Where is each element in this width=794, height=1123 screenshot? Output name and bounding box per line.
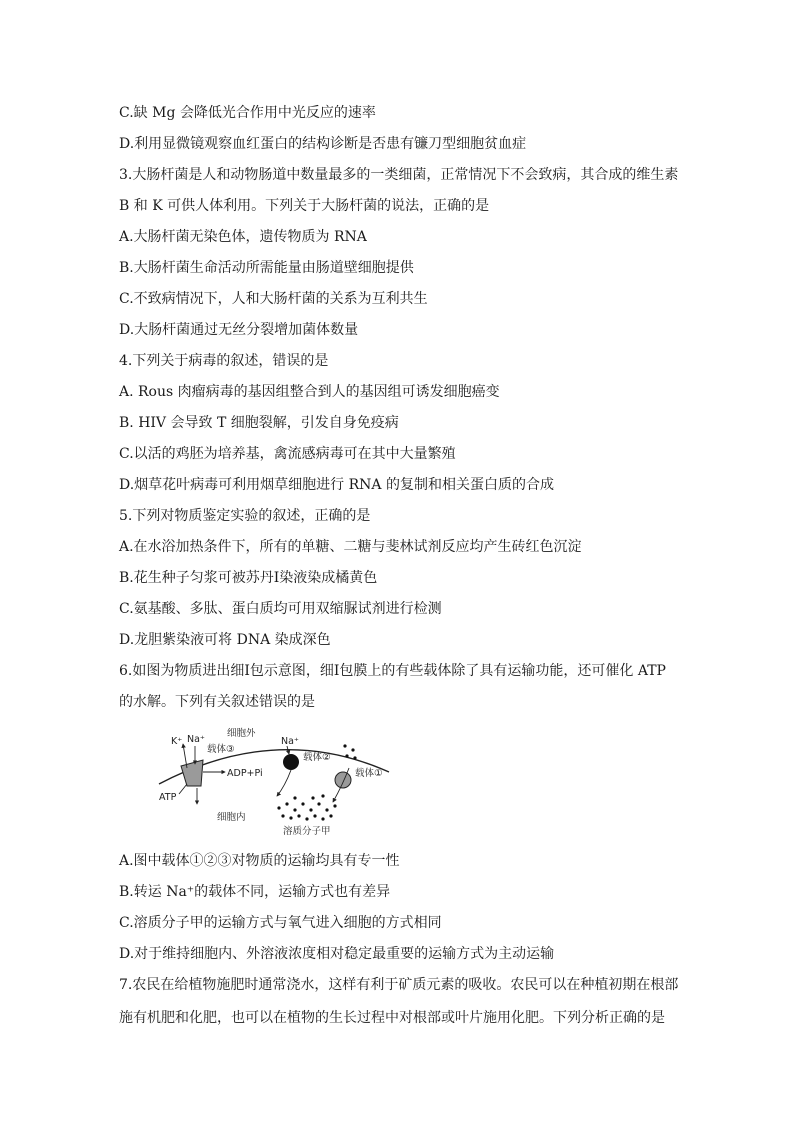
option-4d: D.烟草花叶病毒可利用烟草细胞进行 RNA 的复制和相关蛋白质的合成 [119,477,554,493]
carrier-1-shape [335,772,351,788]
question-7-stem-2: 施有机肥和化肥，也可以在植物的生长过程中对根部或叶片施用化肥。下列分析正确的是 [119,1010,665,1026]
question-5-stem: 5.下列对物质鉴定实验的叙述，正确的是 [119,508,371,524]
option-5b: B.花生种子匀浆可被苏丹Ⅰ染液染成橘黄色 [119,570,378,586]
question-3-stem-2: B 和 K 可供人体利用。下列关于大肠杆菌的说法，正确的是 [119,198,490,214]
option-5a: A.在水浴加热条件下，所有的单糖、二糖与斐林试剂反应均产生砖红色沉淀 [119,539,582,555]
carrier-2-label: 载体② [303,752,331,763]
option-2c: C.缺 Mg 会降低光合作用中光反应的速率 [119,105,376,121]
option-3c: C.不致病情况下，人和大肠杆菌的关系为互利共生 [119,291,428,307]
option-2d: D.利用显微镜观察血红蛋白的结构诊断是否患有镰刀型细胞贫血症 [119,136,527,152]
carrier-3-shape [181,760,203,786]
membrane-transport-figure [157,724,393,844]
question-3-stem-1: 3.大肠杆菌是人和动物肠道中数量最多的一类细菌，正常情况下不会致病，其合成的维生素 [119,167,679,183]
question-4-stem: 4.下列关于病毒的叙述，错误的是 [119,353,329,369]
option-4b: B. HIV 会导致 T 细胞裂解，引发自身免疫病 [119,415,399,431]
atp-label: ATP [159,792,177,803]
inside-label: 细胞内 [217,812,246,823]
option-5d: D.龙胆紫染液可将 DNA 染成深色 [119,632,331,648]
question-7-stem-1: 7.农民在给植物施肥时通常浇水，这样有利于矿质元素的吸收。农民可以在种植初期在根部 [119,977,679,993]
solute-dots-inside [277,794,336,820]
option-3b: B.大肠杆菌生命活动所需能量由肠道壁细胞提供 [119,260,414,276]
question-6-stem-2: 的水解。下列有关叙述错误的是 [119,694,315,710]
option-6b: B.转运 Na⁺的载体不同，运输方式也有差异 [119,884,391,900]
carrier-3-label: 载体③ [207,744,235,755]
atp-line [179,784,187,794]
option-3a: A.大肠杆菌无染色体，遗传物质为 RNA [119,229,367,245]
carrier-2-arrow [277,770,291,796]
outside-label: 细胞外 [227,728,256,739]
option-6d: D.对于维持细胞内、外溶液浓度相对稳定最重要的运输方式为主动运输 [119,946,555,962]
k-label: K⁺ [171,736,183,747]
adp-label: ADP+Pi [227,768,263,779]
option-3d: D.大肠杆菌通过无丝分裂增加菌体数量 [119,322,359,338]
option-6c: C.溶质分子甲的运输方式与氧气进入细胞的方式相同 [119,915,442,931]
option-6a: A.图中载体①②③对物质的运输均具有专一性 [119,853,400,869]
na-right-label: Na⁺ [281,736,299,747]
solute-label: 溶质分子甲 [283,826,331,837]
question-6-stem-1: 6.如图为物质进出细Ⅰ包示意图，细Ⅰ包膜上的有些载体除了具有运输功能，还可催化 ATP [119,663,666,679]
option-5c: C.氨基酸、多肽、蛋白质均可用双缩脲试剂进行检测 [119,601,442,617]
carrier-1-label: 载体① [355,768,383,779]
na-left-label: Na⁺ [187,734,205,745]
option-4c: C.以活的鸡胚为培养基，禽流感病毒可在其中大量繁殖 [119,446,456,462]
carrier-2-shape [283,754,299,770]
option-4a: A. Rous 肉瘤病毒的基因组整合到人的基因组可诱发细胞癌变 [119,384,500,400]
